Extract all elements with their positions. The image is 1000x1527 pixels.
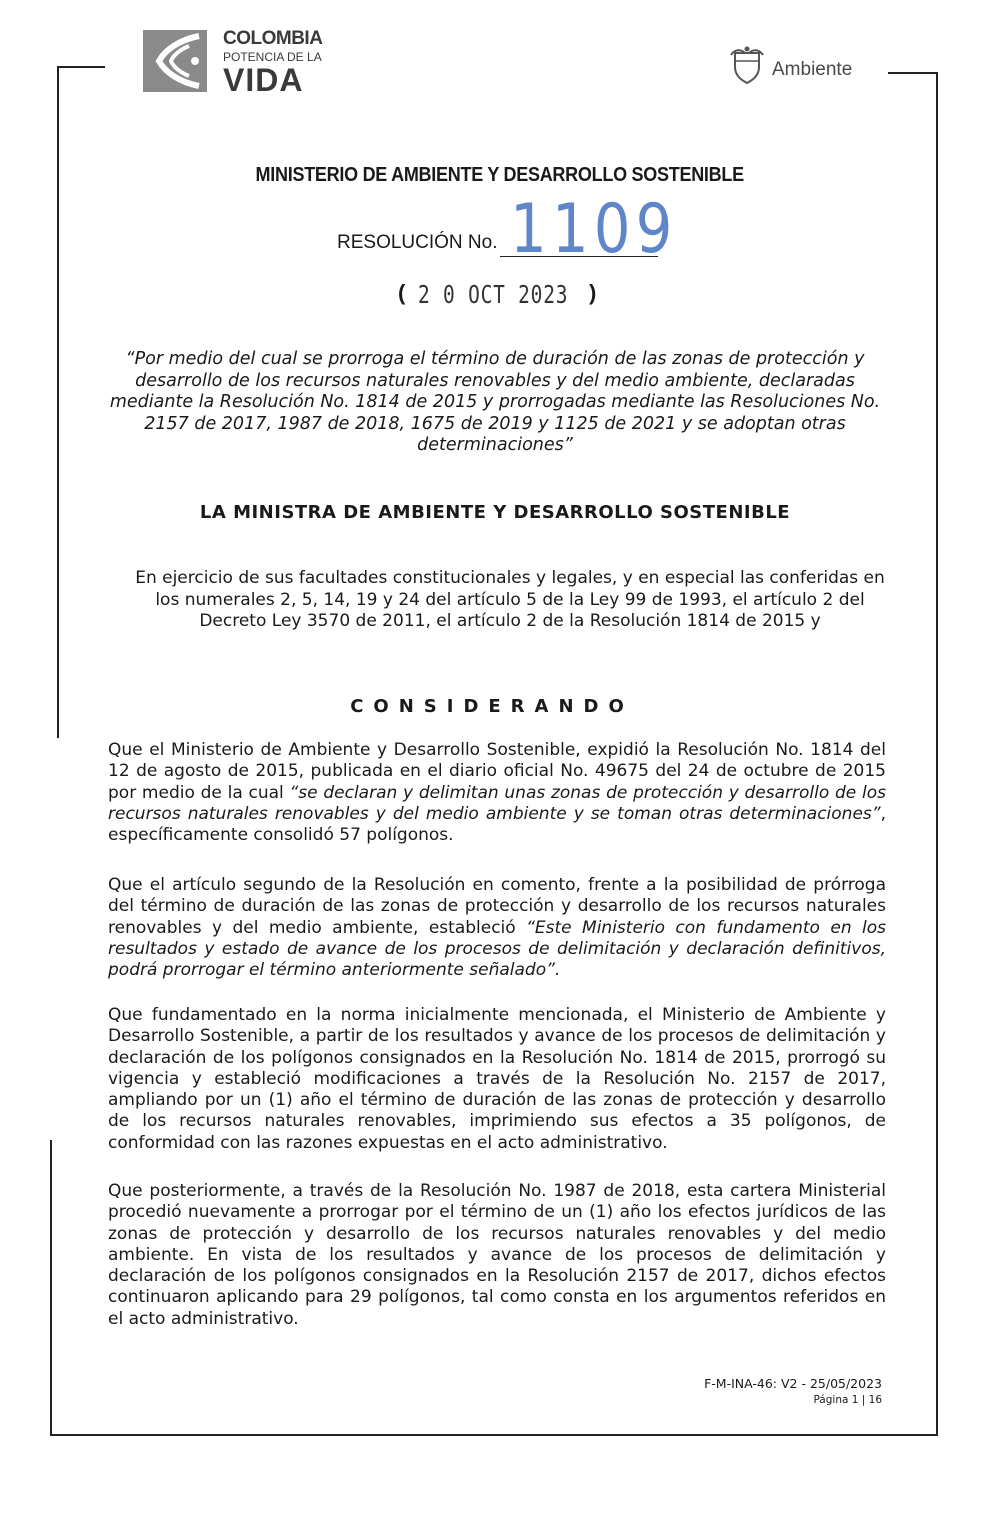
frame-bottom-rule — [50, 1434, 938, 1436]
considerando-paragraph-4: Que posteriormente, a través de la Resolución No. 1987 de 2018, esta cartera Ministerial procedió nuevamente a prorrogar por el término de un (1) año los efectos jurídicos de las zonas de protección y desarrollo de los recursos naturales renovables y del medio ambiente. En vista de los resultados y avance de los procesos de delimitación y declaración de los polígonos consignados en la Resolución 2157 de 2017, dichos efectos continuaron aplicando para 29 polígonos, tal como consta en los argumentos referidos en el acto administrativo. — [108, 1181, 886, 1329]
colombia-logo-line3: VIDA — [223, 62, 304, 98]
form-code: F-M-INA-46: V2 - 25/05/2023 — [704, 1376, 882, 1391]
colombia-potencia-logo — [143, 28, 333, 96]
minister-heading: LA MINISTRA DE AMBIENTE Y DESARROLLO SOSTENIBLE — [199, 502, 791, 523]
resolution-label: RESOLUCIÓN No. — [337, 232, 498, 253]
paragraph-1-text-c: , específicamente consolidó 57 polígonos. — [108, 803, 886, 846]
ambiente-logo-text: Ambiente — [772, 59, 853, 80]
resolution-title: “Por medio del cual se prorroga el término de duración de las zonas de protección y desarrollo de los recursos naturales renovables y del medio ambiente, declaradas mediante la Resolución No. 1814 de 2015 y prorrogadas mediante las Resoluciones No. 2157 de 2017, 1987 de 2018, 1675 de 2019 y 1125 de 2021 y se adoptan otras determinaciones” — [109, 349, 881, 455]
page-number: Página 1 | 16 — [813, 1394, 882, 1406]
date-open-paren: ( — [398, 280, 406, 305]
ministry-heading: MINISTERIO DE AMBIENTE Y DESARROLLO SOSTENIBLE — [255, 164, 744, 186]
considerando-paragraph-1 — [108, 740, 886, 846]
ambiente-logo — [727, 45, 877, 85]
considerando-paragraph-2 — [108, 875, 886, 981]
coat-of-arms-icon — [727, 45, 767, 85]
colombia-logo-line2: POTENCIA DE LA — [223, 50, 322, 64]
date-close-paren: ) — [589, 280, 597, 305]
frame-top-right-rule — [888, 72, 938, 74]
faculties-paragraph: En ejercicio de sus facultades constitucionales y legales, y en especial las conferidas en los numerales 2, 5, 14, 19 y 24 del artículo 5 de la Ley 99 de 1993, el artículo 2 del Decreto Ley 3570 de 2011, el artículo 2 de la Resolución 1814 de 2015 y — [135, 568, 885, 631]
date-stamp: 2 0 OCT 2023 — [418, 280, 569, 309]
frame-left-lower-rule — [50, 1140, 52, 1436]
frame-top-left-rule — [57, 66, 105, 68]
resolution-number-stamp: 1109 — [510, 190, 678, 269]
paragraph-2-text-a: Que el artículo segundo de la Resolución en comento, frente a la posibilidad de prórroga del término de duración de las zonas de protección y desarrollo de los recursos naturales renovables y del medio ambiente, estableció — [108, 875, 886, 938]
considerando-heading: CONSIDERANDO — [350, 696, 634, 717]
colombia-logo-line1: COLOMBIA — [223, 28, 323, 49]
colombia-logo-mark — [143, 30, 207, 92]
paragraph-1-text-a: Que el Ministerio de Ambiente y Desarrollo Sostenible, expidió la Resolución No. 1814 del 12 de agosto de 2015, publicada en el diario oficial No. 49675 del 24 de octubre de 2015 por medio de la cual — [108, 740, 886, 803]
paragraph-1-quote: “se declaran y delimitan unas zonas de protección y desarrollo de los recursos naturales renovables y del medio ambiente y se toman otras determinaciones” — [108, 782, 886, 824]
considerando-paragraph-3: Que fundamentado en la norma inicialmente mencionada, el Ministerio de Ambiente y Desarrollo Sostenible, a partir de los resultados y avance de los procesos de delimitación y declaración de los polígonos consignados en la Resolución No. 1814 de 2015, prorrogó su vigencia y estableció modificaciones a través de la Resolución No. 2157 de 2017, ampliando por un (1) año el término de duración de las zonas de protección y desarrollo de los recursos naturales renovables, imprimiendo sus efectos a 35 polígonos, de conformidad con las razones expuestas en el acto administrativo. — [108, 1005, 886, 1153]
frame-right-rule — [936, 72, 938, 1436]
paragraph-2-quote: “Este Ministerio con fundamento en los resultados y estado de avance de los procesos de delimitación y declaración definitivos, podrá prorrogar el término anteriormente señalado”. — [108, 917, 886, 981]
